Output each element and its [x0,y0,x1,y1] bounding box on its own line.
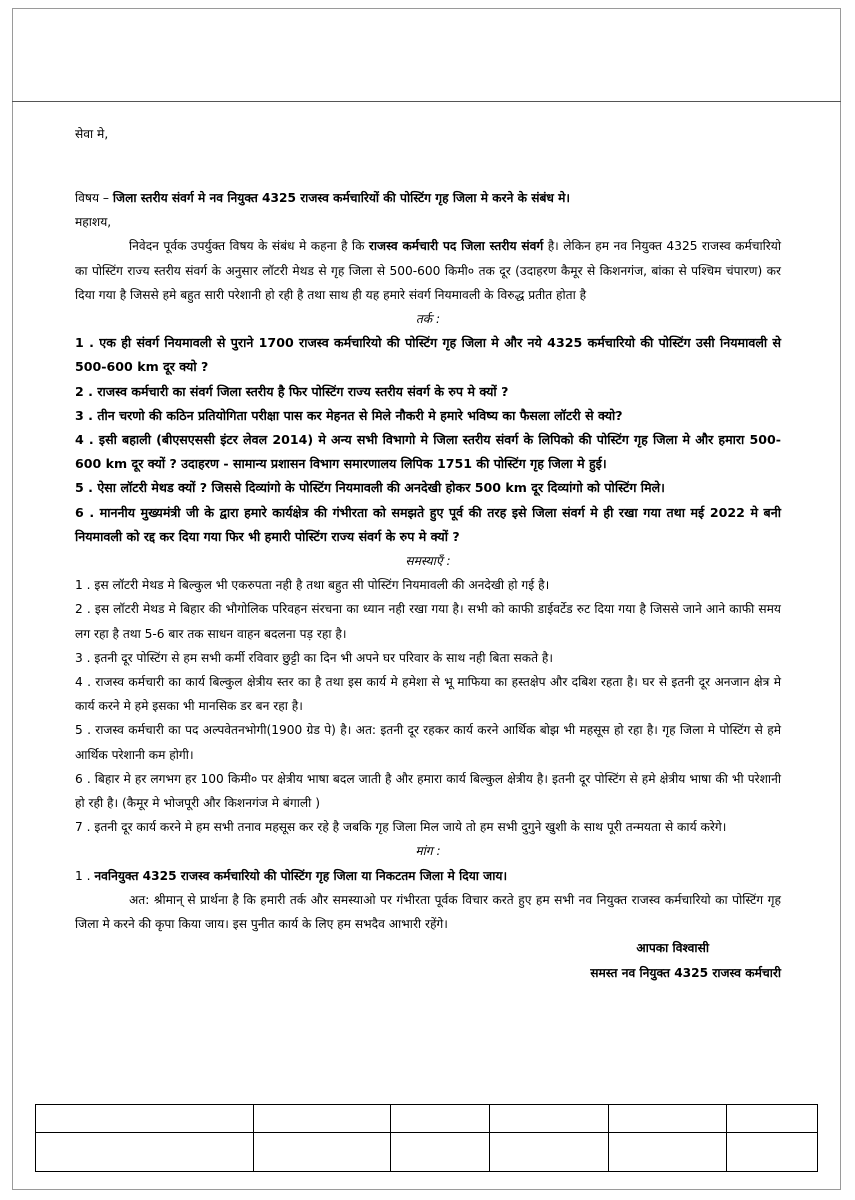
problem-item: 7 . इतनी दूर कार्य करने मे हम सभी तनाव महसूस कर रहे है जबकि गृह जिला मिल जाये तो हम सभी दुगुने खुशी के साथ पूरी तन्मयता से कार्य करेगे। [75,820,727,835]
intro-bold: राजस्व कर्मचारी पद जिला स्तरीय संवर्ग [368,239,544,254]
table-cell [609,1105,727,1133]
table-cell [36,1133,254,1172]
intro-paragraph [75,234,781,307]
argument-item: 3 . तीन चरणो की कठिन प्रतियोगिता परीक्षा पास कर मेहनत से मिले नौकरी मे हमारे भविष्य का फैसला लॉटरी से क्यो? [75,407,623,423]
demand-text: नवनियुक्त 4325 राजस्व कर्मचारियो की पोस्टिंग गृह जिला या निकटतम जिला मे दिया जाय। [94,868,508,883]
table-cell [254,1133,391,1172]
problem-item: 3 . इतनी दूर पोस्टिंग से हम सभी कर्मी रविवार छुट्टी का दिन भी अपने घर परिवार के साथ नही बिता सकते है। [75,650,553,665]
table-cell [727,1105,818,1133]
problem-item: 1 . इस लॉटरी मेथड मे बिल्कुल भी एकरुपता नही है तथा बहुत सी पोस्टिंग नियमावली की अनदेखी हो गई है। [75,578,550,593]
table-cell [254,1105,391,1133]
arguments-heading: तर्क : [415,312,441,327]
subject-line [75,186,781,210]
problem-item: 2 . इस लॉटरी मेथड मे बिहार की भौगोलिक परिवहन संरचना का ध्यान नही रखा गया है। सभी को काफी डाईवर्टेड रुट दिया गया है जिससे जाने आने काफी समय लग रहा है तथा 5-6 बार तक साधन वाहन बदलना पड़ रहा है। [75,602,781,641]
problem-item: 4 . राजस्व कर्मचारी का कार्य बिल्कुल क्षेत्रीय स्तर का है तथा इस कार्य मे हमेशा से भू माफिया का हस्तक्षेप और दबिश रहता है। घर से इतनी दूर अनजान क्षेत्र मे कार्य करने मे हमे इसका भी मानसिक डर बन रहा है। [75,675,781,714]
header-rule [12,101,841,102]
demand-prefix: 1 . [75,868,95,883]
demand-heading: मांग : [415,844,441,859]
bottom-table [35,1104,818,1172]
argument-item: 1 . एक ही संवर्ग नियमावली से पुराने 1700 राजस्व कर्मचारियो की पोस्टिंग गृह जिला मे और नये 4325 कर्मचारियो की पोस्टिंग उसी नियमावली से 500-600 km दूर क्यो ? [75,335,781,375]
argument-item: 2 . राजस्व कर्मचारी का संवर्ग जिला स्तरीय है फिर पोस्टिंग राज्य स्तरीय संवर्ग के रुप मे क्यों ? [75,383,509,399]
letter-body [75,122,781,985]
problem-item: 5 . राजस्व कर्मचारी का पद अल्पवेतनभोगी(1900 ग्रेड पे) है। अत: इतनी दूर रहकर कार्य करने आर्थिक बोझ भी महसूस हो रहा है। गृह जिला मे पोस्टिंग से हमे आर्थिक परेशानी कम होगी। [75,723,781,762]
intro-part1: निवेदन पूर्वक उपर्युक्त विषय के संबंध मे कहना है कि [129,239,369,254]
table-cell [727,1133,818,1172]
table-cell [490,1105,609,1133]
table-cell [391,1105,490,1133]
argument-item: 6 . माननीय मुख्यमंत्री जी के द्वारा हमारे कार्यक्षेत्र की गंभीरता को समझते हुए पूर्व की तरह इसे जिला संवर्ग मे ही रखा गया तथा मई 2022 मे बनी नियमावली को रद्द कर दिया गया फिर भी हमारी पोस्टिंग राज्य संवर्ग के रुप मे क्यों ? [75,504,781,544]
intro-part2: है। लेकिन हम नव नियुक्त 4325 राजस्व कर्मचारियो का पोस्टिंग राज्य स्तरीय संवर्ग के अनुसार लॉटरी मेथड से गृह जिला से 500-600 किमी० तक दूर (उदाहरण कैमूर से किशनगंज, बांका से पश्चिम चंपारण) कर दिया गया है जिससे हमे बहुत सारी परेशानी हो रही है तथा साथ ही यह हमारे संवर्ग नियमावली के विरुद्ध प्रतीत होता है [75,239,781,302]
table-cell [490,1133,609,1172]
greeting: महाशय, [75,215,112,230]
closing-paragraph: अत: श्रीमान् से प्रार्थना है कि हमारी तर्क और समस्याओ पर गंभीरता पूर्वक विचार करते हुए हम सभी नव नियुक्त राजस्व कर्मचारियो का पोस्टिंग गृह जिला मे करने की कृपा किया जाय। इस पुनीत कार्य के लिए हम सभदैव आभारी रहेंगे। [75,892,781,932]
signature-line-2: समस्त नव नियुक्त 4325 राजस्व कर्मचारी [590,965,781,980]
problem-item: 6 . बिहार मे हर लगभग हर 100 किमी० पर क्षेत्रीय भाषा बदल जाती है और हमारा कार्य बिल्कुल क्षेत्रीय है। इतनी दूर पोस्टिंग से हमे क्षेत्रीय भाषा की भी परेशानी हो रही है। (कैमूर मे भोजपूरी और किशनगंज मे बंगाली ) [75,771,781,811]
salutation: सेवा मे, [75,127,109,141]
problems-heading: समस्याएँ : [405,554,451,569]
demand-item [75,864,781,888]
table-cell [609,1133,727,1172]
subject-prefix: विषय – [75,191,113,205]
argument-item: 4 . इसी बहाली (बीएसएससी इंटर लेवल 2014) मे अन्य सभी विभागो मे जिला स्तरीय संवर्ग के लिपिको की पोस्टिंग गृह जिला मे और हमारा 500-600 km दूर क्यों ? उदाहरण - सामान्य प्रशासन विभाग समारणालय लिपिक 1751 की पोस्टिंग गृह जिला मे हुई। [75,432,781,472]
subject-text: जिला स्तरीय संवर्ग मे नव नियुक्त 4325 राजस्व कर्मचारियों की पोस्टिंग गृह जिला मे करने के संबंध मे। [112,191,571,205]
table-cell [391,1133,490,1172]
table-row [36,1105,818,1133]
signature-line-1: आपका विश्वासी [636,941,709,956]
table-row [36,1133,818,1172]
argument-item: 5 . ऐसा लॉटरी मेथड क्यों ? जिससे दिव्यांगो के पोस्टिंग नियमावली की अनदेखी होकर 500 km दूर दिव्यांगो को पोस्टिंग मिले। [75,480,665,496]
table-cell [36,1105,254,1133]
